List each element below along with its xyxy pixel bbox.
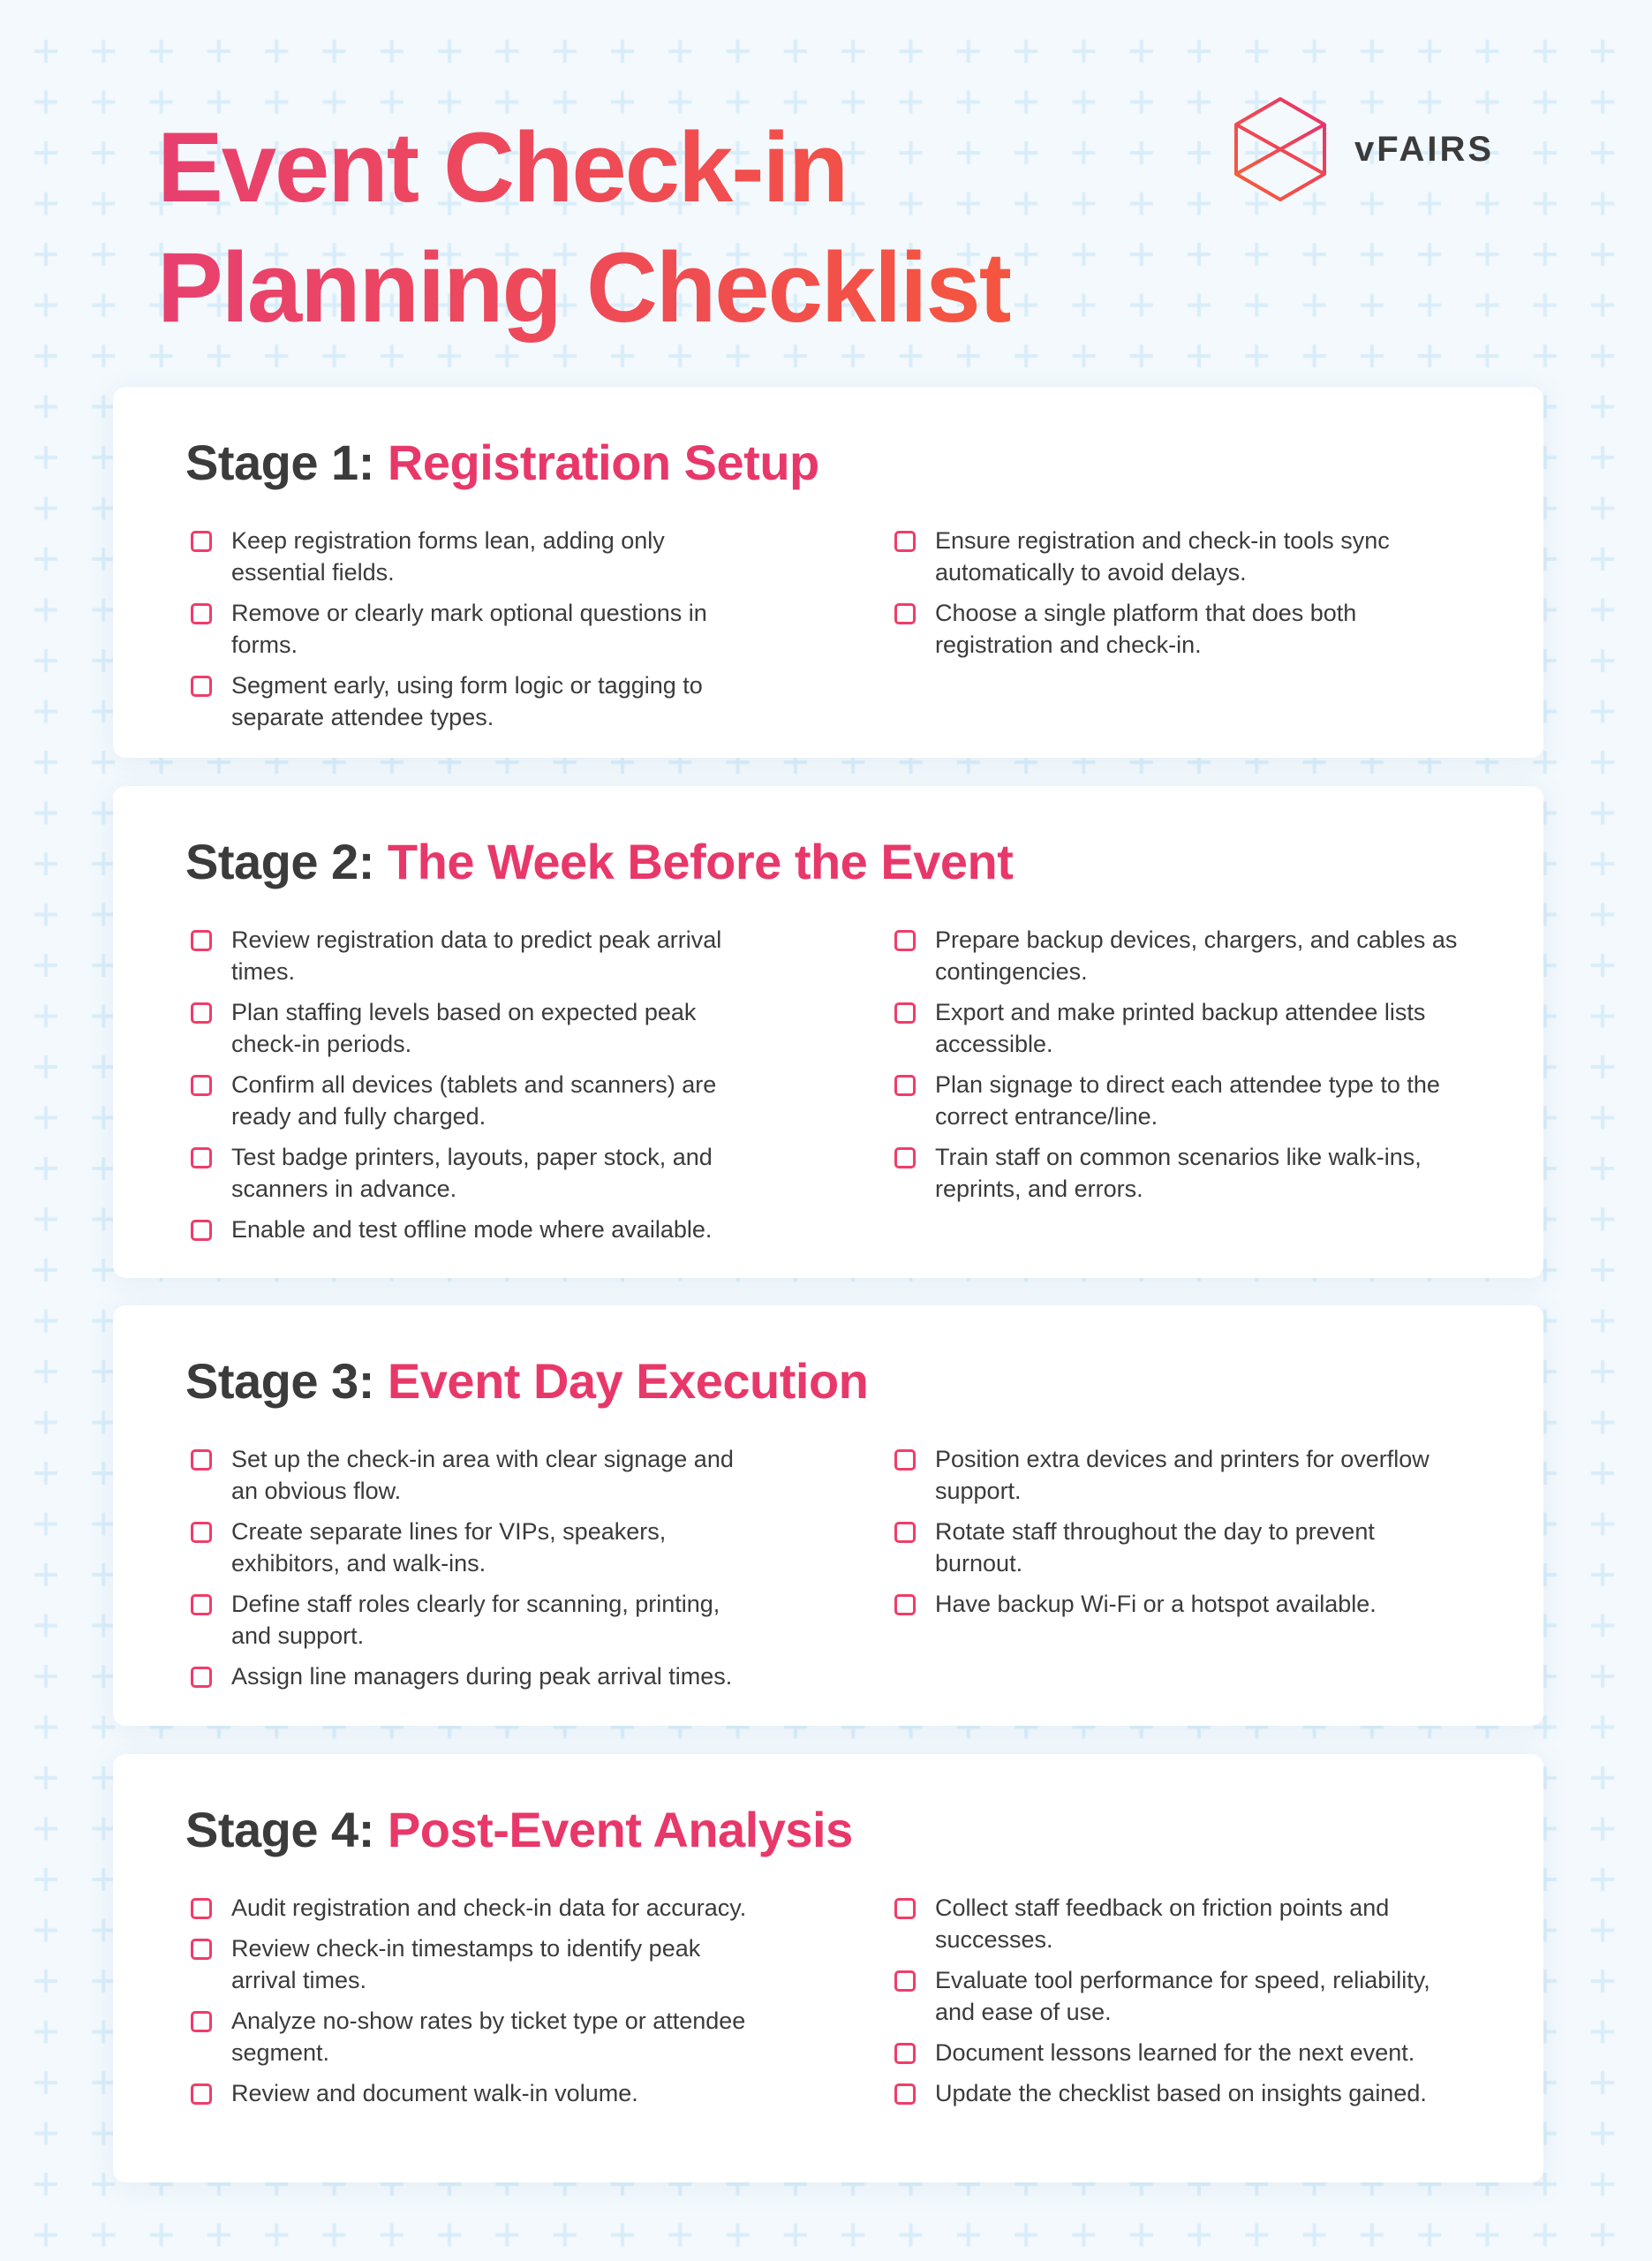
stage-heading	[185, 827, 1471, 897]
checklist-item	[889, 1516, 1471, 1579]
checklist-item-text: Plan staffing levels based on expected peak check-in periods.	[231, 999, 697, 1057]
checkbox[interactable]	[191, 930, 212, 951]
checklist-item-text: Choose a single platform that does both registration and check-in.	[935, 600, 1357, 658]
checklist-column-right	[889, 924, 1471, 1254]
hexagon-cube-logo-icon	[1233, 95, 1328, 203]
checkbox[interactable]	[191, 1220, 212, 1241]
checklist-item	[889, 924, 1471, 987]
checklist-item	[889, 2077, 1471, 2109]
title-line-2: Planning Checklist	[157, 232, 1010, 343]
checkbox[interactable]	[894, 1898, 916, 1919]
checklist-item	[889, 1588, 1471, 1620]
checklist-item-text: Have backup Wi-Fi or a hotspot available.	[935, 1591, 1377, 1617]
stage-card-4	[113, 1754, 1543, 2182]
checklist-item-text: Evaluate tool performance for speed, reliability, and ease of use.	[935, 1967, 1430, 2025]
vfairs-logo	[1233, 95, 1494, 203]
checkbox[interactable]	[894, 1002, 916, 1024]
checklist-item	[889, 597, 1471, 661]
checkbox[interactable]	[894, 930, 916, 951]
checkbox[interactable]	[191, 1075, 212, 1096]
checklist-item-text: Collect staff feedback on friction points and successes.	[935, 1894, 1390, 1953]
checkbox[interactable]	[894, 1970, 916, 1992]
checklist-columns	[185, 525, 1471, 742]
checklist-column-right	[889, 1443, 1471, 1701]
checklist-item	[185, 1892, 889, 1924]
checkbox[interactable]	[894, 2083, 916, 2105]
checklist-item-text: Review check-in timestamps to identify peak arrival times.	[231, 1935, 701, 1993]
checkbox[interactable]	[894, 531, 916, 552]
checklist-columns	[185, 1443, 1471, 1701]
checklist-item	[889, 525, 1471, 588]
checkbox[interactable]	[894, 1522, 916, 1543]
checklist-item-text: Segment early, using form logic or tagging to separate attendee types.	[231, 672, 703, 730]
checklist-item	[185, 996, 889, 1060]
checklist-item-text: Audit registration and check-in data for accuracy.	[231, 1894, 747, 1921]
checklist-columns	[185, 1892, 1471, 2118]
checklist-item-text: Export and make printed backup attendee lists accessible.	[935, 999, 1426, 1057]
checklist-item	[185, 1588, 889, 1652]
checkbox[interactable]	[894, 1147, 916, 1168]
checklist-item-text: Enable and test offline mode where available.	[231, 1216, 713, 1243]
checklist-item	[185, 1069, 889, 1132]
checklist-item	[889, 1141, 1471, 1205]
checklist-item-text: Update the checklist based on insights gained.	[935, 2080, 1427, 2106]
checklist-item	[185, 1443, 889, 1507]
stage-number: Stage 2:	[185, 834, 374, 889]
checklist-item-text: Analyze no-show rates by ticket type or attendee segment.	[231, 2008, 746, 2066]
checklist-item	[889, 1892, 1471, 1955]
checklist-item	[185, 2077, 889, 2109]
checklist-item	[889, 996, 1471, 1060]
checklist-item-text: Position extra devices and printers for overflow support.	[935, 1446, 1429, 1504]
checkbox[interactable]	[894, 1075, 916, 1096]
checklist-item-text: Define staff roles clearly for scanning, printing, and support.	[231, 1591, 720, 1649]
checkbox[interactable]	[191, 1522, 212, 1543]
checklist-item	[185, 525, 889, 588]
checklist-item-text: Test badge printers, layouts, paper stock, and scanners in advance.	[231, 1144, 713, 1202]
checklist-item	[889, 1443, 1471, 1507]
stage-card-3	[113, 1305, 1543, 1726]
checklist-item	[185, 1660, 889, 1692]
checkbox[interactable]	[191, 603, 212, 624]
checklist-item-text: Plan signage to direct each attendee type to the correct entrance/line.	[935, 1071, 1440, 1130]
checkbox[interactable]	[894, 1449, 916, 1471]
checklist-item-text: Confirm all devices (tablets and scanners) are ready and fully charged.	[231, 1071, 717, 1130]
checklist-item	[185, 1516, 889, 1579]
checklist-item-text: Assign line managers during peak arrival times.	[231, 1663, 733, 1690]
checklist-item	[889, 2037, 1471, 2068]
checkbox[interactable]	[894, 2043, 916, 2064]
stage-heading	[185, 1346, 1471, 1417]
checklist-item-text: Create separate lines for VIPs, speakers, exhibitors, and walk-ins.	[231, 1518, 667, 1577]
stage-heading	[185, 1795, 1471, 1865]
checkbox[interactable]	[894, 1594, 916, 1615]
checkbox[interactable]	[191, 1147, 212, 1168]
checklist-item-text: Review and document walk-in volume.	[231, 2080, 638, 2106]
checklist-item	[185, 1932, 889, 1996]
checklist-column-left	[185, 924, 889, 1254]
stage-number: Stage 3:	[185, 1353, 374, 1409]
checkbox[interactable]	[191, 1939, 212, 1960]
checkbox[interactable]	[191, 676, 212, 697]
checkbox[interactable]	[894, 603, 916, 624]
checklist-item-text: Document lessons learned for the next event.	[935, 2039, 1415, 2066]
checklist-item-text: Prepare backup devices, chargers, and cables as contingencies.	[935, 926, 1458, 985]
checklist-item	[185, 669, 889, 733]
checklist-column-left	[185, 525, 889, 742]
checkbox[interactable]	[191, 1449, 212, 1471]
stage-number: Stage 4:	[185, 1802, 374, 1857]
stage-card-2	[113, 786, 1543, 1278]
stage-name: Event Day Execution	[387, 1353, 869, 1409]
page-title	[157, 108, 1010, 348]
checkbox[interactable]	[191, 1898, 212, 1919]
checklist-item-text: Keep registration forms lean, adding only essential fields.	[231, 527, 665, 586]
checkbox[interactable]	[191, 531, 212, 552]
checkbox[interactable]	[191, 1667, 212, 1688]
stage-name: Post-Event Analysis	[387, 1802, 853, 1857]
checklist-item	[185, 1141, 889, 1205]
checklist-columns	[185, 924, 1471, 1254]
checklist-item	[185, 924, 889, 987]
checklist-item	[185, 597, 889, 661]
stage-number: Stage 1:	[185, 435, 374, 490]
checklist-item	[185, 2005, 889, 2068]
stage-name: Registration Setup	[387, 435, 819, 490]
checklist-item-text: Set up the check-in area with clear signage and an obvious flow.	[231, 1446, 734, 1504]
checklist-item	[185, 1214, 889, 1245]
checkbox[interactable]	[191, 2083, 212, 2105]
checklist-column-left	[185, 1443, 889, 1701]
checkbox[interactable]	[191, 1002, 212, 1024]
checklist-item-text: Review registration data to predict peak arrival times.	[231, 926, 722, 985]
stage-name: The Week Before the Event	[387, 834, 1014, 889]
checklist-item	[889, 1069, 1471, 1132]
title-line-1: Event Check-in	[157, 112, 848, 223]
checkbox[interactable]	[191, 2011, 212, 2032]
stage-heading	[185, 427, 1471, 498]
checklist-column-right	[889, 525, 1471, 742]
checklist-item-text: Train staff on common scenarios like walk-ins, reprints, and errors.	[935, 1144, 1422, 1202]
stage-card-1	[113, 387, 1543, 758]
checklist-column-left	[185, 1892, 889, 2118]
logo-text: vFAIRS	[1354, 129, 1495, 169]
checklist-item	[889, 1964, 1471, 2028]
checklist-item-text: Remove or clearly mark optional questions in forms.	[231, 600, 707, 658]
checklist-item-text: Ensure registration and check-in tools sync automatically to avoid delays.	[935, 527, 1390, 586]
checklist-item-text: Rotate staff throughout the day to prevent burnout.	[935, 1518, 1375, 1577]
checklist-column-right	[889, 1892, 1471, 2118]
checkbox[interactable]	[191, 1594, 212, 1615]
